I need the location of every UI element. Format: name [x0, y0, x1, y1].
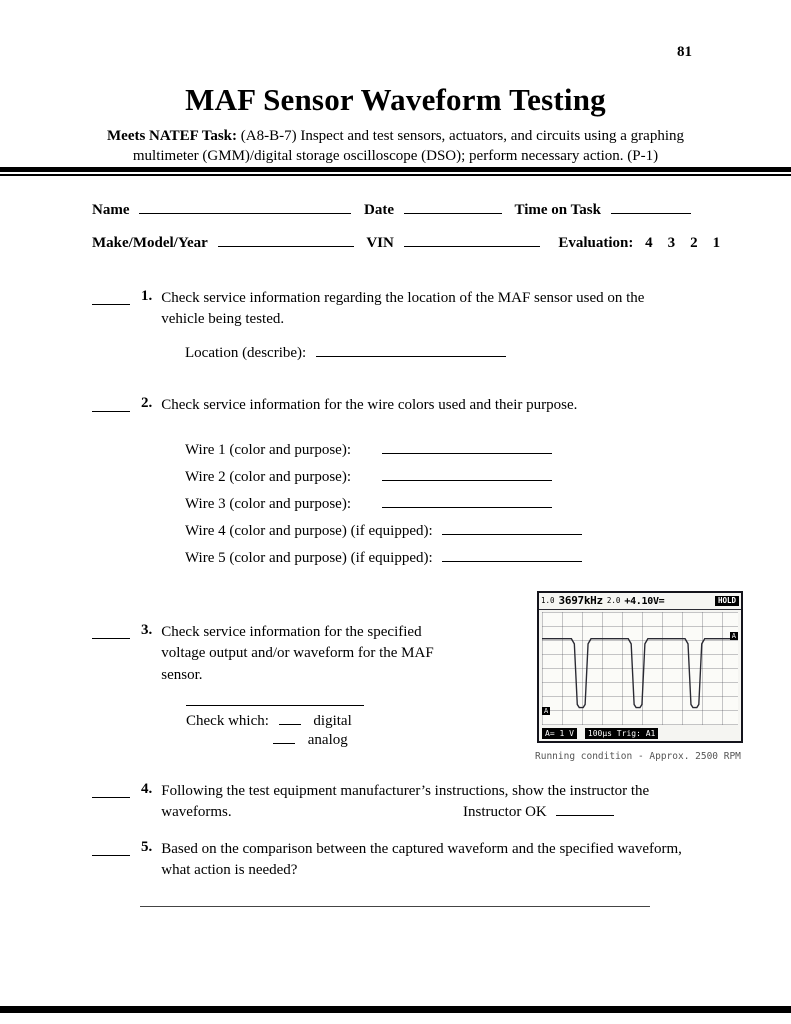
date-blank [404, 200, 502, 214]
scope-footer [539, 727, 741, 741]
time-on-task-label: Time on Task [514, 202, 601, 218]
evaluation-label: Evaluation: [558, 235, 634, 251]
wire-2-label: Wire 2 (color and purpose): [185, 469, 352, 485]
make-model-year-label: Make/Model/Year [92, 235, 208, 251]
name-blank [139, 200, 351, 214]
scope-ch2-scale: 2.0 [606, 596, 621, 606]
task-5-text: Based on the comparison between the captured waveform and the specified waveform, what action is needed? [161, 841, 682, 879]
top-rule-thick [0, 167, 791, 172]
task-2-text: Check service information for the wire colors used and their purpose. [161, 397, 578, 413]
wire-5-line [185, 548, 591, 567]
maf-waveform-plot [542, 612, 738, 725]
scope-caption: Running condition - Approx. 2500 RPM [535, 751, 741, 762]
digital-checkbox-blank [279, 711, 301, 725]
vin-blank [404, 233, 540, 247]
check-which-label: Check which: [186, 713, 269, 729]
task-5-status-blank [92, 841, 130, 856]
task-3-status-blank [92, 624, 130, 639]
task-5 [92, 839, 689, 882]
scope-ch1-scale: 1.0 [541, 596, 555, 606]
scope-screen [542, 612, 738, 725]
wire-2-line [185, 467, 561, 486]
wire-1-line [185, 440, 561, 459]
scope-channel-marker-right: A [731, 632, 736, 641]
scope-ch-a-setting: A= 1 V [542, 728, 577, 739]
instructor-ok-blank [556, 802, 614, 816]
natef-task [85, 127, 706, 166]
check-which-line [186, 711, 352, 730]
wire-4-line [185, 521, 591, 540]
make-model-year-blank [218, 233, 354, 247]
task-3 [92, 622, 459, 686]
task-3-answer-line [186, 692, 364, 711]
name-label: Name [92, 202, 130, 218]
scope-timebase-trigger: 100µs Trig: A1 [585, 728, 658, 739]
task-4-number: 4. [141, 781, 153, 797]
task-1-status-blank [92, 290, 130, 305]
task-1-number: 1. [141, 288, 153, 304]
task-3-number: 3. [141, 622, 153, 638]
task-4-status-blank [92, 783, 130, 798]
wire-4-label: Wire 4 (color and purpose) (if equipped): [185, 523, 433, 539]
page-number: 81 [677, 44, 692, 60]
natef-text: (A8-B-7) Inspect and test sensors, actuators, and circuits using a graphing multimeter (GMM)/digital storage oscilloscope (DSO); perform necessary action. (P-1) [132, 128, 684, 164]
location-line [185, 343, 515, 362]
task-5-answer-blank [140, 893, 650, 907]
name-date-row [92, 200, 752, 219]
digital-label: digital [313, 713, 352, 729]
task-5-number: 5. [141, 839, 153, 855]
vin-label: VIN [366, 235, 394, 251]
scope-channel-marker-left: A [544, 707, 549, 716]
location-label: Location (describe): [185, 345, 307, 361]
natef-label: Meets NATEF Task: [107, 128, 238, 144]
time-on-task-blank [611, 200, 691, 214]
analog-line [273, 730, 348, 749]
analog-label: analog [307, 732, 348, 748]
wire-3-line [185, 494, 561, 513]
scope-header [539, 593, 741, 610]
wire-1-blank [382, 440, 552, 454]
scope-hold-badge: HOLD [715, 596, 739, 606]
maf-waveform-trace [542, 639, 738, 708]
wire-5-label: Wire 5 (color and purpose) (if equipped): [185, 550, 433, 566]
task-1 [92, 288, 673, 331]
date-label: Date [364, 202, 394, 218]
task-5-answer-line [140, 893, 650, 912]
task-1-text: Check service information regarding the location of the MAF sensor used on the vehicle being tested. [161, 290, 645, 328]
instructor-ok-label: Instructor OK [463, 804, 547, 820]
bottom-rule [0, 1006, 791, 1013]
wire-4-blank [442, 521, 582, 535]
task-4-text: Following the test equipment manufacturer’s instructions, show the instructor the waveforms. [161, 783, 650, 821]
wire-5-blank [442, 548, 582, 562]
scope-frequency: 3697kHz [558, 594, 603, 607]
wire-2-blank [382, 467, 552, 481]
wire-1-label: Wire 1 (color and purpose): [185, 442, 352, 458]
instructor-ok-line [463, 802, 623, 821]
oscilloscope-image [537, 591, 743, 743]
evaluation-values: 4 3 2 1 [645, 235, 721, 251]
task-2-number: 2. [141, 395, 153, 411]
task-2 [92, 395, 681, 416]
task-3-answer-blank [186, 692, 364, 706]
page-title: MAF Sensor Waveform Testing [185, 82, 606, 117]
wire-3-blank [382, 494, 552, 508]
location-blank [316, 343, 506, 357]
vehicle-row [92, 233, 752, 252]
top-rule-thin [0, 174, 791, 176]
wire-3-label: Wire 3 (color and purpose): [185, 496, 352, 512]
analog-checkbox-blank [273, 730, 295, 744]
task-3-text: Check service information for the specified voltage output and/or waveform for the MAF sensor. [161, 624, 434, 683]
scope-voltage: +4.10V= [624, 595, 665, 607]
task-2-status-blank [92, 397, 130, 412]
